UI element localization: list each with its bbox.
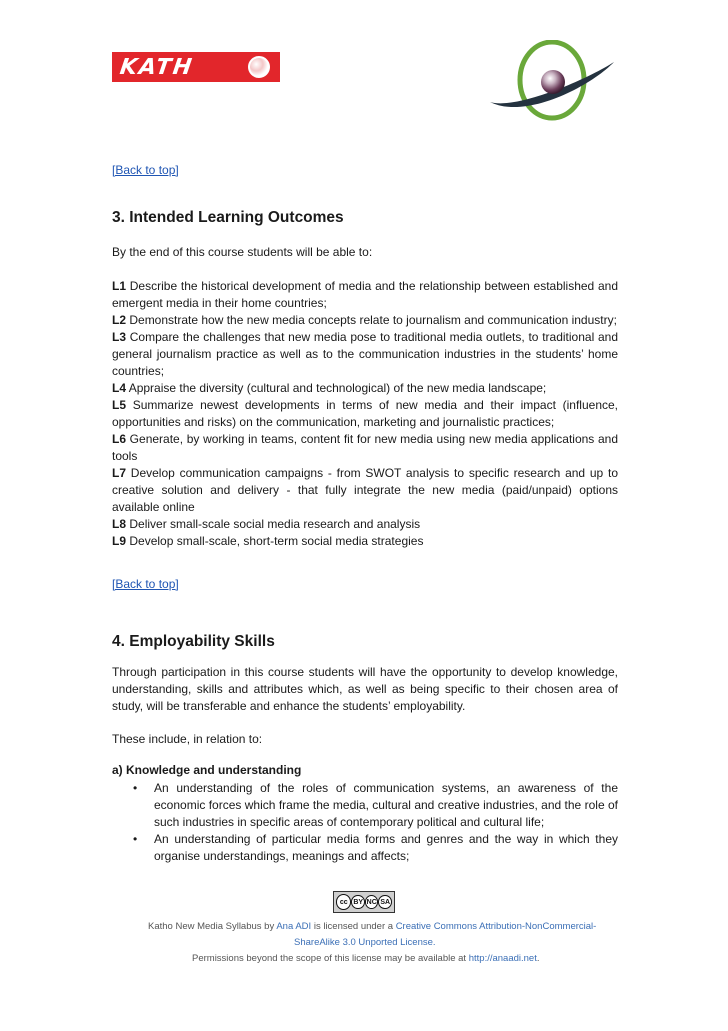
license-line-3: [192, 953, 540, 964]
outcome-code: L1: [112, 279, 127, 293]
cc-license-link-cont[interactable]: ShareAlike 3.0 Unported License.: [294, 937, 436, 948]
outcome-item: [112, 516, 618, 533]
outcome-item: [112, 431, 618, 465]
outcome-text: Compare the challenges that new media pose to traditional media outlets, to traditional and general journalism practice as well as to the communication industries in the students’ home countries;: [112, 330, 618, 378]
outcome-code: L9: [112, 534, 127, 548]
outcome-text: Develop communication campaigns - from SWOT analysis to specific research and up to creative solution and delivery - that fully integrate the new media (paid/unpaid) options available online: [112, 466, 618, 514]
section-4-heading: 4. Employability Skills: [112, 633, 275, 650]
orbit-sphere: [541, 70, 565, 94]
license-line-1: [148, 921, 596, 932]
list-item: [112, 831, 618, 865]
knowledge-bullet-list: [112, 780, 618, 865]
orbit-logo: [486, 40, 618, 126]
outcome-code: L5: [112, 398, 127, 412]
back-to-top-link[interactable]: [Back to top]: [112, 163, 179, 177]
outcome-code: L2: [112, 313, 127, 327]
license-text: Permissions beyond the scope of this license may be available at: [192, 953, 469, 964]
outcome-item: [112, 312, 618, 329]
outcome-code: L7: [112, 466, 127, 480]
permissions-link[interactable]: http://anaadi.net: [468, 953, 537, 964]
katho-logo-text: KATH: [118, 54, 196, 80]
outcome-text: Deliver small-scale social media research and analysis: [126, 517, 421, 531]
outcome-text: Summarize newest developments in terms of new media and their impact (influence, opportunities and risks) on the communication, marketing and journalistic practices;: [112, 398, 618, 429]
these-include-text: These include, in relation to:: [112, 732, 263, 746]
license-text: Katho New Media Syllabus by: [148, 921, 277, 932]
outcome-text: Describe the historical development of media and the relationship between established and emergent media in their home countries;: [112, 279, 618, 310]
outcome-text: Generate, by working in teams, content fit for new media using new media applications and tools: [112, 432, 618, 463]
cc-license-badge[interactable]: [333, 891, 395, 913]
outcome-code: L4: [112, 381, 127, 395]
bullet-text: An understanding of particular media forms and genres and the way in which they organise understandings, meanings and affects;: [154, 832, 618, 863]
outcome-text: Appraise the diversity (cultural and technological) of the new media landscape;: [126, 381, 547, 395]
section-4-intro: Through participation in this course students will have the opportunity to develop knowledge, understanding, skills and attributes which, as well as being specific to their chosen area of study, will be transferable and enhance the students’ employability.: [112, 665, 618, 713]
by-icon: BY: [351, 895, 365, 909]
bullet-text: An understanding of the roles of communication systems, an awareness of the economic forces which frame the media, cultural and creative industries, and the role of such industries in specific areas of contemporary political and cultural life;: [154, 781, 618, 829]
license-text: .: [536, 953, 540, 964]
outcome-item: [112, 278, 618, 312]
nc-icon: NC: [365, 895, 379, 909]
learning-outcomes-list: [112, 278, 618, 550]
outcome-item: [112, 397, 618, 431]
cc-license-link[interactable]: Creative Commons Attribution-NonCommercial-: [395, 921, 597, 932]
bullet-icon: •: [133, 832, 138, 846]
outcome-item: [112, 380, 618, 397]
section-3-heading: 3. Intended Learning Outcomes: [112, 209, 344, 226]
katho-logo: [112, 52, 280, 82]
back-to-top-link[interactable]: [Back to top]: [112, 577, 179, 591]
cc-icon: cc: [336, 894, 351, 910]
author-link[interactable]: Ana ADI: [276, 921, 312, 932]
list-item: [112, 780, 618, 831]
outcome-item: [112, 329, 618, 380]
section-3-intro: By the end of this course students will be able to:: [112, 245, 373, 259]
knowledge-heading: a) Knowledge and understanding: [112, 763, 302, 777]
license-text: is licensed under a: [311, 921, 396, 932]
outcome-item: [112, 465, 618, 516]
outcome-code: L3: [112, 330, 127, 344]
bullet-icon: •: [133, 781, 138, 795]
outcome-item: [112, 533, 618, 550]
outcome-code: L8: [112, 517, 127, 531]
globe-icon: [248, 56, 270, 78]
license-line-2: [294, 937, 436, 948]
sa-icon: SA: [378, 895, 392, 909]
outcome-text: Demonstrate how the new media concepts relate to journalism and communication industry;: [126, 313, 617, 327]
outcome-text: Develop small-scale, short-term social media strategies: [126, 534, 424, 548]
outcome-code: L6: [112, 432, 127, 446]
